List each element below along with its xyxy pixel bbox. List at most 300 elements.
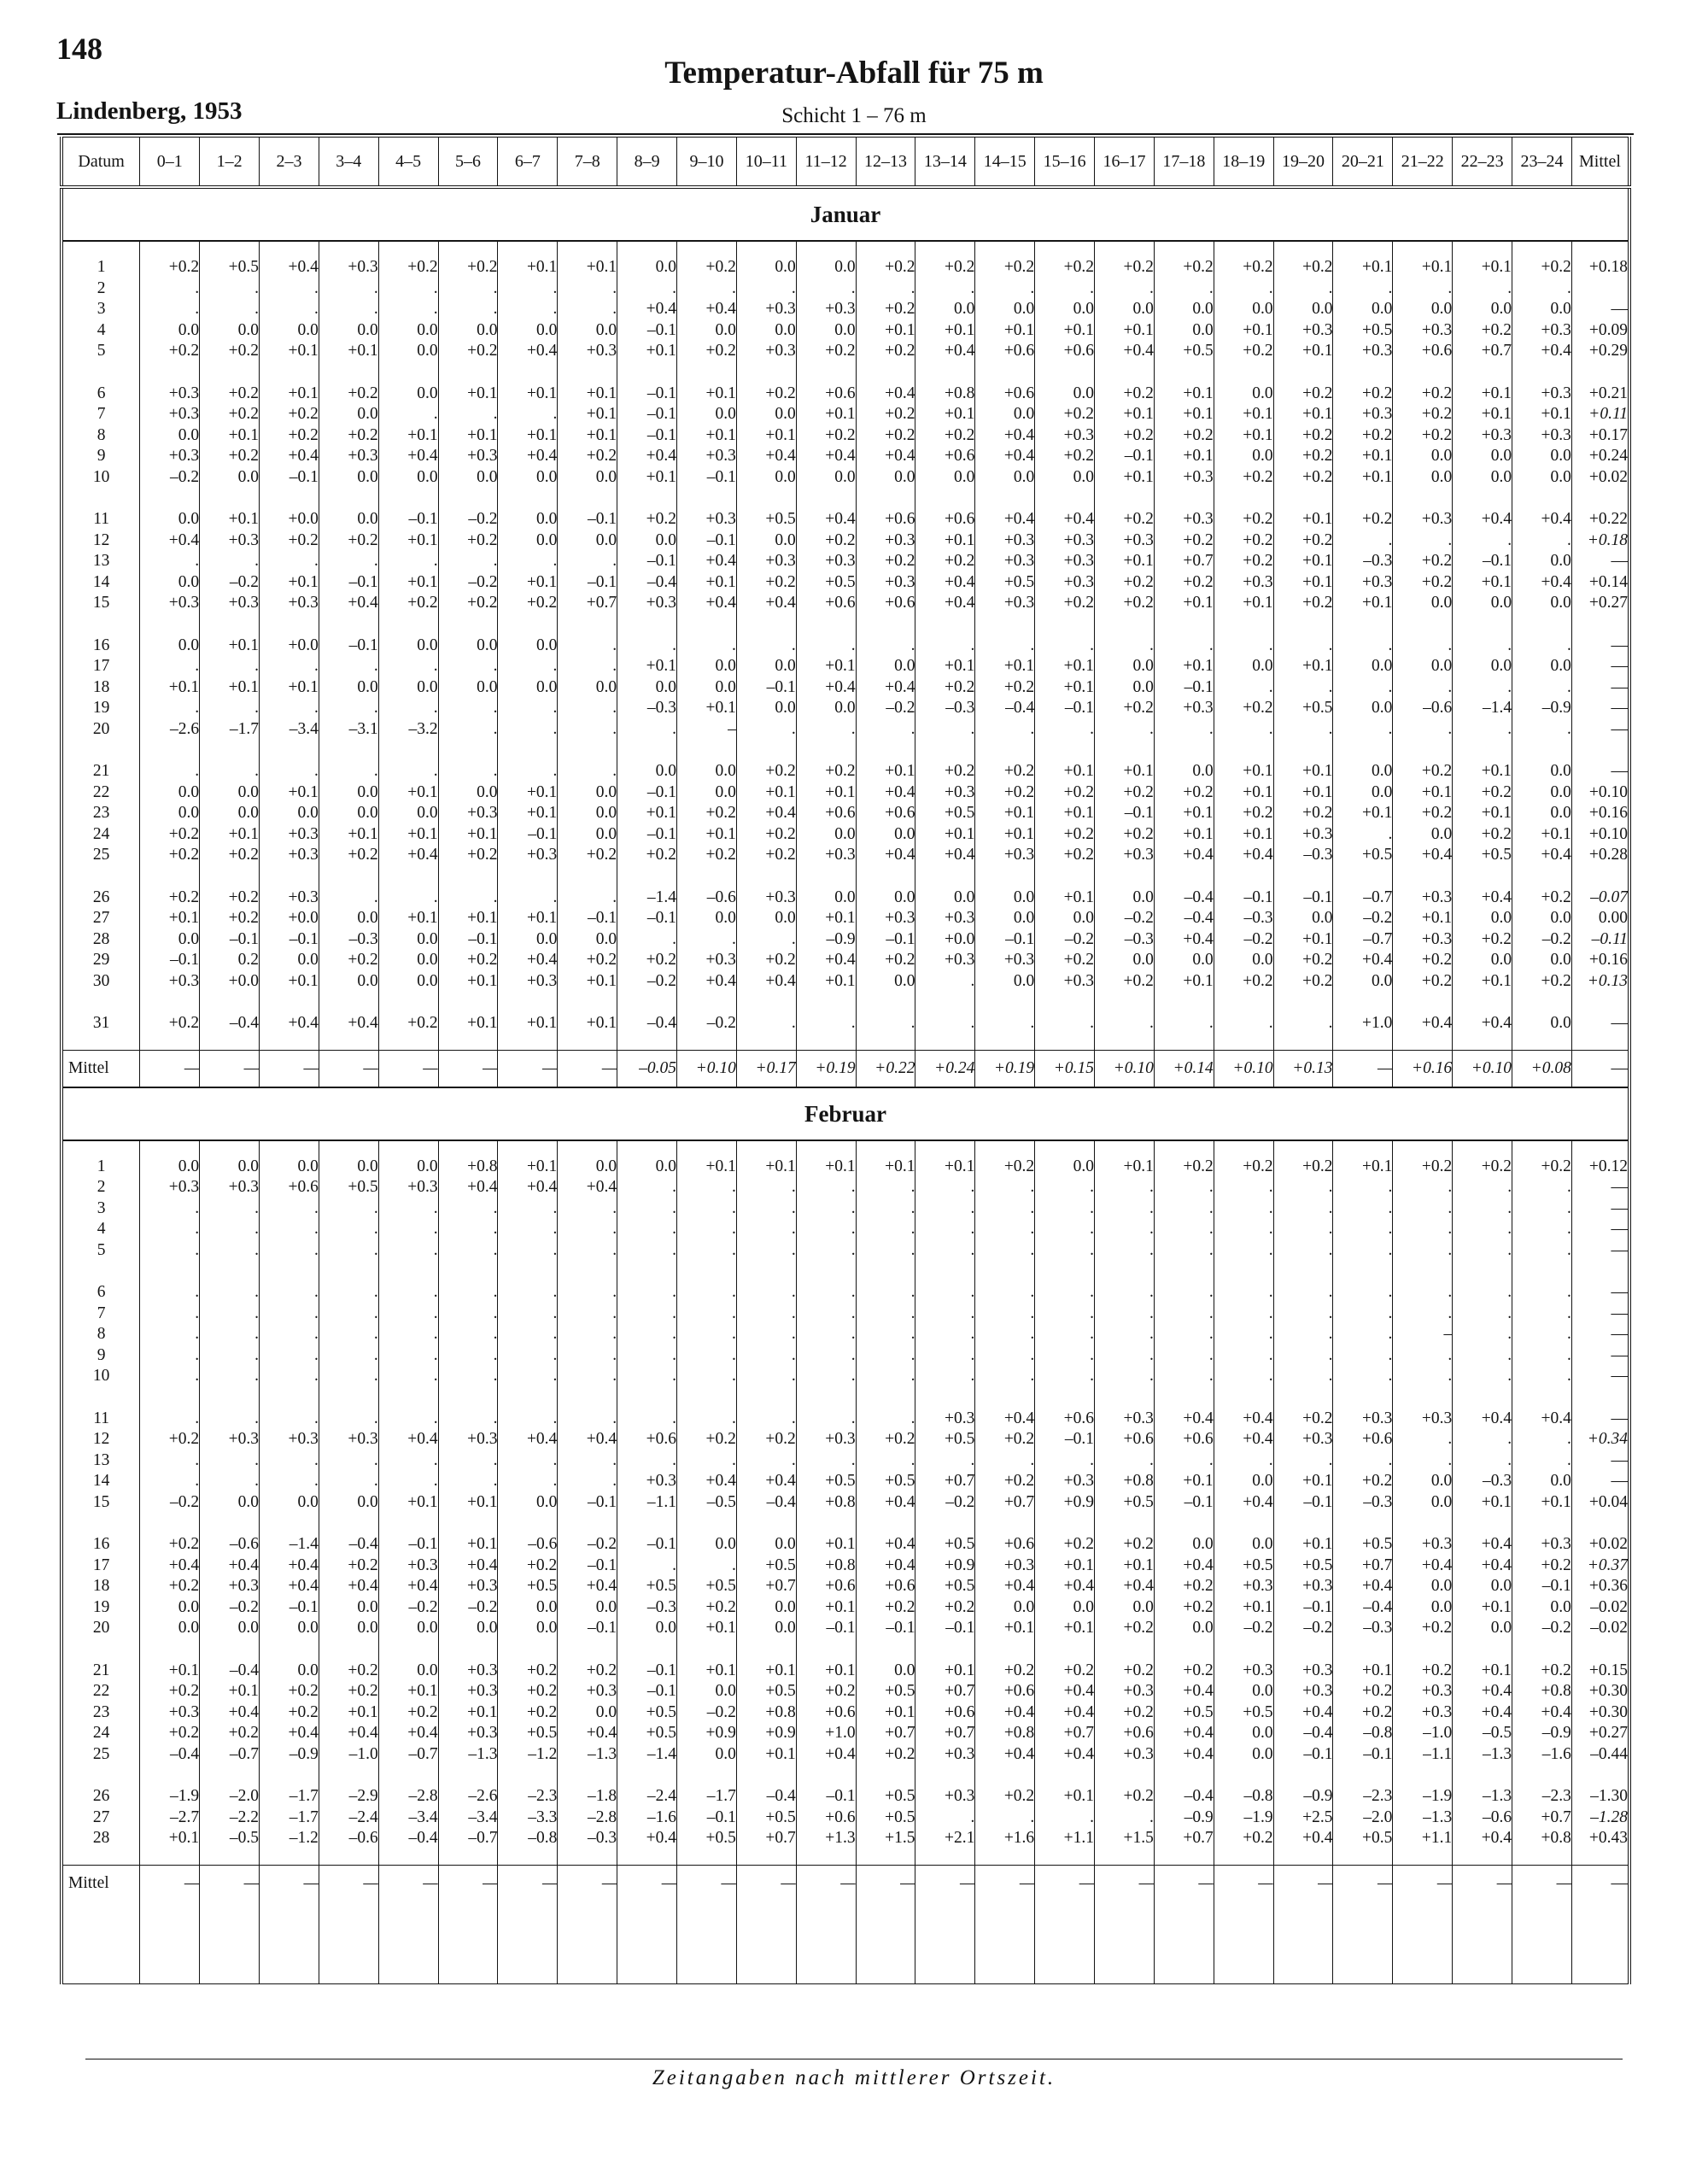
spacer-cell (558, 1034, 617, 1051)
value-cell: . (498, 698, 558, 719)
value-cell: 0.0 (558, 929, 617, 951)
spacer-cell (736, 1140, 796, 1157)
spacer-cell (1571, 1513, 1629, 1534)
value-cell: . (200, 698, 260, 719)
spacer-cell (736, 362, 796, 384)
spacer-cell (260, 614, 319, 636)
value-cell: . (1512, 1429, 1572, 1450)
spacer-cell (677, 1849, 737, 1866)
value-cell: +0.2 (1035, 824, 1095, 846)
hourly-mean-cell: +0.22 (856, 1050, 915, 1087)
spacer-cell (61, 1387, 140, 1409)
hourly-mean-cell: — (1512, 1865, 1572, 1901)
value-cell: +0.3 (1512, 1534, 1572, 1556)
value-cell: . (1035, 1324, 1095, 1345)
day-cell: 15 (92, 594, 110, 612)
value-cell: . (498, 1409, 558, 1430)
hourly-mean-cell: +0.10 (1214, 1050, 1273, 1087)
hourly-mean-cell: — (1453, 1865, 1512, 1901)
hourly-mean-cell: +0.19 (975, 1050, 1035, 1087)
group-gap-row (61, 992, 1629, 1013)
value-cell: . (1154, 1013, 1214, 1034)
value-cell: . (498, 1304, 558, 1325)
spacer-cell (378, 1901, 438, 1984)
value-cell: 0.0 (1453, 1576, 1512, 1597)
value-cell: 0.0 (1333, 299, 1393, 320)
mean-cell: +0.24 (1571, 446, 1629, 467)
spacer-cell (140, 1849, 200, 1866)
spacer-cell (498, 1901, 558, 1984)
header-hour: 23–24 (1512, 138, 1572, 188)
value-cell: +0.2 (1214, 1157, 1273, 1178)
value-cell: +0.7 (558, 593, 617, 614)
value-cell: . (140, 1282, 200, 1304)
value-cell: +0.1 (796, 971, 856, 993)
spacer-cell (1571, 1639, 1629, 1661)
spacer-cell (1273, 362, 1333, 384)
value-cell: +0.3 (1273, 1661, 1333, 1682)
value-cell: +0.2 (260, 530, 319, 552)
value-cell: +0.6 (796, 1576, 856, 1597)
value-cell: –1.3 (1453, 1744, 1512, 1766)
table-row (61, 1492, 1629, 1514)
spacer-cell (558, 362, 617, 384)
value-cell: –2.3 (498, 1786, 558, 1808)
spacer-cell (1035, 1261, 1095, 1282)
spacer-cell (1453, 866, 1512, 888)
value-cell: +0.3 (975, 1556, 1035, 1577)
value-cell: . (200, 1198, 260, 1220)
value-cell: +0.3 (736, 341, 796, 362)
spacer-cell (498, 614, 558, 636)
value-cell: +0.1 (378, 425, 438, 447)
mean-cell: — (1571, 299, 1629, 320)
spacer-cell (1453, 740, 1512, 761)
value-cell: . (1393, 677, 1453, 699)
value-cell: +0.2 (736, 1429, 796, 1450)
value-cell: +0.1 (1214, 404, 1273, 425)
value-cell: +0.2 (1273, 425, 1333, 447)
value-cell: +0.5 (736, 1681, 796, 1702)
value-cell: +0.3 (319, 446, 378, 467)
value-cell: +0.6 (856, 803, 915, 824)
table-row (61, 698, 1629, 719)
value-cell: . (1214, 1177, 1273, 1198)
hourly-mean-cell: — (1035, 1865, 1095, 1901)
value-cell: +0.4 (1333, 1576, 1393, 1597)
value-cell: +0.4 (438, 1556, 498, 1577)
value-cell: . (915, 1013, 975, 1034)
value-cell: +0.1 (498, 782, 558, 804)
value-cell: . (856, 1304, 915, 1325)
value-cell: +1.0 (1333, 1013, 1393, 1034)
spacer-cell (140, 1387, 200, 1409)
spacer-cell (1035, 1140, 1095, 1157)
header-hour: 1–2 (200, 138, 260, 188)
mean-cell: +0.16 (1571, 803, 1629, 824)
spacer-cell (200, 1261, 260, 1282)
spacer-cell (1035, 1387, 1095, 1409)
value-cell: +0.2 (975, 257, 1035, 278)
value-cell: . (260, 278, 319, 300)
hourly-mean-cell: — (1154, 1865, 1214, 1901)
table-row (61, 677, 1629, 699)
value-cell: 0.0 (200, 1618, 260, 1639)
value-cell: –0.1 (617, 1681, 677, 1702)
value-cell: –0.2 (438, 572, 498, 594)
spacer-cell (1035, 241, 1095, 257)
spacer-cell (200, 488, 260, 509)
value-cell: +0.1 (438, 908, 498, 929)
value-cell: . (1393, 1177, 1453, 1198)
value-cell: . (736, 636, 796, 657)
value-cell: . (1273, 1324, 1333, 1345)
value-cell: . (1333, 278, 1393, 300)
value-cell: –0.3 (1333, 1492, 1393, 1514)
value-cell: 0.0 (1333, 761, 1393, 782)
spacer-cell (140, 1140, 200, 1157)
day-cell: 25 (92, 1744, 110, 1763)
value-cell: 0.0 (200, 1492, 260, 1514)
value-cell: +0.4 (1453, 1828, 1512, 1849)
spacer-cell (1333, 614, 1393, 636)
value-cell: –0.1 (1154, 677, 1214, 699)
value-cell: . (498, 278, 558, 300)
spacer-cell (1095, 1387, 1155, 1409)
spacer-cell (1333, 1387, 1393, 1409)
value-cell: –0.2 (1214, 1618, 1273, 1639)
value-cell: . (378, 656, 438, 677)
value-cell: +0.2 (498, 593, 558, 614)
spacer-cell (617, 362, 677, 384)
value-cell: . (200, 1471, 260, 1492)
day-cell: 7 (97, 405, 106, 424)
spacer-cell (1273, 1513, 1333, 1534)
spacer-cell (498, 1639, 558, 1661)
table-row (61, 1366, 1629, 1387)
value-cell: +0.1 (438, 1702, 498, 1724)
value-cell: +0.5 (915, 1534, 975, 1556)
value-cell: . (915, 1177, 975, 1198)
value-cell: . (260, 1324, 319, 1345)
value-cell: +0.3 (200, 1177, 260, 1198)
value-cell: +0.1 (260, 782, 319, 804)
group-gap-row (61, 1513, 1629, 1534)
table-row (61, 1556, 1629, 1577)
spacer-cell (1393, 1901, 1453, 1984)
spacer-cell (796, 1901, 856, 1984)
value-cell: +0.3 (915, 1786, 975, 1808)
spacer-cell (200, 362, 260, 384)
value-cell: +0.3 (319, 257, 378, 278)
spacer-cell (438, 740, 498, 761)
value-cell: +0.4 (975, 509, 1035, 530)
value-cell: –0.1 (617, 404, 677, 425)
value-cell: –0.6 (1453, 1808, 1512, 1829)
spacer-cell (736, 1849, 796, 1866)
value-cell: +0.3 (1512, 384, 1572, 405)
value-cell: –0.2 (140, 467, 200, 489)
spacer-cell (1095, 1901, 1155, 1984)
value-cell: +0.9 (736, 1723, 796, 1744)
value-cell: +1.1 (1035, 1828, 1095, 1849)
hourly-mean-cell: +0.14 (1154, 1050, 1214, 1087)
value-cell: 0.0 (796, 888, 856, 909)
value-cell: +0.2 (140, 824, 200, 846)
spacer-cell (617, 1034, 677, 1051)
spacer-cell (140, 866, 200, 888)
value-cell: +0.2 (796, 530, 856, 552)
value-cell: . (319, 761, 378, 782)
value-cell: . (260, 698, 319, 719)
value-cell: +0.1 (796, 656, 856, 677)
value-cell: . (1453, 677, 1512, 699)
value-cell: . (319, 278, 378, 300)
value-cell: . (796, 1240, 856, 1262)
spacer-cell (498, 1765, 558, 1786)
spacer-cell (498, 1140, 558, 1157)
spacer-cell (260, 866, 319, 888)
value-cell: 0.0 (1453, 446, 1512, 467)
value-cell: –1.6 (1512, 1744, 1572, 1766)
value-cell: +0.1 (1154, 1471, 1214, 1492)
value-cell: –0.9 (1512, 1723, 1572, 1744)
value-cell: +0.3 (1393, 320, 1453, 342)
value-cell: +0.2 (1214, 530, 1273, 552)
value-cell: +0.1 (796, 908, 856, 929)
value-cell: +0.1 (617, 656, 677, 677)
value-cell: 0.0 (1512, 761, 1572, 782)
value-cell: 0.0 (319, 1618, 378, 1639)
value-cell: +0.4 (260, 1723, 319, 1744)
spacer-cell (558, 1387, 617, 1409)
value-cell: +0.1 (1214, 425, 1273, 447)
value-cell: +0.2 (1214, 341, 1273, 362)
spacer-cell (1273, 866, 1333, 888)
spacer-cell (558, 866, 617, 888)
value-cell: –0.2 (617, 971, 677, 993)
value-cell: 0.0 (260, 1618, 319, 1639)
value-cell: –0.2 (1512, 929, 1572, 951)
value-cell: +0.1 (796, 1534, 856, 1556)
spacer-cell (1453, 1140, 1512, 1157)
value-cell: +0.3 (736, 551, 796, 572)
value-cell: . (1154, 1324, 1214, 1345)
hourly-mean-cell: — (378, 1865, 438, 1901)
spacer-cell (677, 614, 737, 636)
value-cell: . (736, 719, 796, 741)
value-cell: +0.3 (1214, 1661, 1273, 1682)
value-cell: 0.0 (975, 467, 1035, 489)
value-cell: +0.2 (915, 425, 975, 447)
value-cell: . (140, 1409, 200, 1430)
value-cell: 0.0 (498, 929, 558, 951)
value-cell: +0.2 (1393, 803, 1453, 824)
value-cell: +0.1 (1035, 1618, 1095, 1639)
value-cell: . (498, 1324, 558, 1345)
spacer-cell (975, 1387, 1035, 1409)
value-cell: +0.3 (617, 593, 677, 614)
value-cell: +0.4 (1154, 845, 1214, 866)
value-cell: 0.0 (1095, 1597, 1155, 1619)
value-cell: 0.0 (856, 971, 915, 993)
value-cell: 0.0 (1214, 1471, 1273, 1492)
value-cell: 0.0 (1393, 299, 1453, 320)
value-cell: –1.3 (1453, 1786, 1512, 1808)
value-cell: +0.1 (1214, 824, 1273, 846)
value-cell: 0.0 (975, 908, 1035, 929)
value-cell: . (558, 299, 617, 320)
value-cell: . (1453, 719, 1512, 741)
value-cell: . (677, 1177, 737, 1198)
mean-cell: +0.34 (1571, 1429, 1629, 1450)
day-cell: 1 (97, 1157, 106, 1175)
value-cell: +0.2 (677, 1429, 737, 1450)
spacer-cell (1571, 866, 1629, 888)
value-cell: 0.0 (1214, 1723, 1273, 1744)
spacer-cell (1214, 1639, 1273, 1661)
value-cell: 0.0 (1273, 299, 1333, 320)
value-cell: +0.3 (498, 845, 558, 866)
value-cell: +0.4 (796, 950, 856, 971)
value-cell: . (1095, 1240, 1155, 1262)
spacer-cell (438, 614, 498, 636)
value-cell: –0.3 (617, 1597, 677, 1619)
value-cell: 0.0 (378, 950, 438, 971)
hourly-mean-cell: — (915, 1865, 975, 1901)
header-hour: 7–8 (558, 138, 617, 188)
value-cell: 0.0 (1512, 593, 1572, 614)
value-cell: 0.0 (1035, 1597, 1095, 1619)
value-cell: 0.0 (319, 1157, 378, 1178)
value-cell: +0.8 (796, 1556, 856, 1577)
value-cell: +0.2 (558, 446, 617, 467)
spacer-cell (200, 1034, 260, 1051)
value-cell: +0.4 (736, 971, 796, 993)
spacer-cell (1154, 740, 1214, 761)
mean-cell: +0.10 (1571, 782, 1629, 804)
value-cell: –0.1 (796, 1618, 856, 1639)
spacer-cell (796, 488, 856, 509)
spacer-cell (140, 1639, 200, 1661)
spacer-cell (1333, 1639, 1393, 1661)
spacer-cell (1512, 241, 1572, 257)
spacer-cell (856, 740, 915, 761)
value-cell: 0.0 (260, 1157, 319, 1178)
day-cell: 9 (97, 447, 106, 466)
spacer-cell (200, 740, 260, 761)
value-cell: . (677, 1409, 737, 1430)
spacer-cell (1154, 1513, 1214, 1534)
value-cell: +0.3 (438, 1429, 498, 1450)
value-cell: +0.1 (915, 656, 975, 677)
page-title: Temperatur-Abfall für 75 m (664, 56, 1044, 91)
value-cell: +0.2 (1214, 698, 1273, 719)
value-cell: +0.2 (1273, 1157, 1333, 1178)
table-row (61, 1744, 1629, 1766)
spacer-cell (617, 1140, 677, 1157)
value-cell: +0.2 (1214, 551, 1273, 572)
table-row (61, 1723, 1629, 1744)
table-row (61, 467, 1629, 489)
value-cell: 0.0 (736, 404, 796, 425)
table-row (61, 572, 1629, 594)
value-cell: +0.2 (975, 1157, 1035, 1178)
spacer-cell (1453, 1901, 1512, 1984)
hourly-mean-cell: +0.10 (1453, 1050, 1512, 1087)
value-cell: +0.1 (677, 425, 737, 447)
value-cell: . (1512, 1304, 1572, 1325)
value-cell: +0.1 (200, 677, 260, 699)
value-cell: +0.2 (1095, 824, 1155, 846)
value-cell: +0.1 (677, 572, 737, 594)
spacer-cell (1154, 1034, 1214, 1051)
hourly-mean-cell: +0.15 (1035, 1050, 1095, 1087)
hourly-mean-cell: — (617, 1865, 677, 1901)
value-cell: +0.2 (915, 1597, 975, 1619)
spacer-cell (677, 1639, 737, 1661)
spacer-cell (558, 1765, 617, 1786)
value-cell: 0.0 (1453, 593, 1512, 614)
mean-cell: — (1571, 719, 1629, 741)
value-cell: +0.3 (260, 888, 319, 909)
value-cell: +0.1 (1154, 404, 1214, 425)
value-cell: . (856, 1324, 915, 1345)
spacer-cell (1095, 1639, 1155, 1661)
hourly-mean-cell: — (1333, 1050, 1393, 1087)
value-cell: –0.6 (1393, 698, 1453, 719)
value-cell: +0.1 (796, 782, 856, 804)
value-cell: 0.0 (558, 1597, 617, 1619)
value-cell: 0.0 (260, 1661, 319, 1682)
value-cell: . (1273, 1240, 1333, 1262)
value-cell: +0.6 (617, 1429, 677, 1450)
spacer-cell (1453, 1765, 1512, 1786)
value-cell: . (915, 1450, 975, 1472)
value-cell: +0.1 (140, 908, 200, 929)
value-cell: 0.0 (1393, 467, 1453, 489)
spacer-cell (140, 992, 200, 1013)
value-cell: . (856, 1282, 915, 1304)
value-cell: +0.1 (438, 425, 498, 447)
value-cell: +0.1 (498, 803, 558, 824)
value-cell: . (617, 1450, 677, 1472)
value-cell: +0.1 (438, 1013, 498, 1034)
spacer-cell (558, 488, 617, 509)
value-cell: . (736, 278, 796, 300)
value-cell: 0.0 (677, 761, 737, 782)
value-cell: +0.1 (260, 341, 319, 362)
spacer-cell (677, 1765, 737, 1786)
value-cell: +0.1 (1273, 782, 1333, 804)
value-cell: –1.1 (1393, 1744, 1453, 1766)
value-cell: –0.2 (438, 1597, 498, 1619)
value-cell: . (1512, 1198, 1572, 1220)
value-cell: . (319, 1324, 378, 1345)
value-cell: +0.4 (796, 509, 856, 530)
spacer-cell (438, 488, 498, 509)
value-cell: +0.1 (1333, 467, 1393, 489)
spacer-cell (1095, 1140, 1155, 1157)
value-cell: –2.3 (1333, 1786, 1393, 1808)
value-cell: . (1512, 1324, 1572, 1345)
value-cell: +0.2 (1095, 257, 1155, 278)
header-hour: 9–10 (677, 138, 737, 188)
value-cell: . (1214, 1219, 1273, 1240)
value-cell: +0.1 (1214, 1597, 1273, 1619)
value-cell: . (558, 1198, 617, 1220)
value-cell: +0.3 (378, 1177, 438, 1198)
